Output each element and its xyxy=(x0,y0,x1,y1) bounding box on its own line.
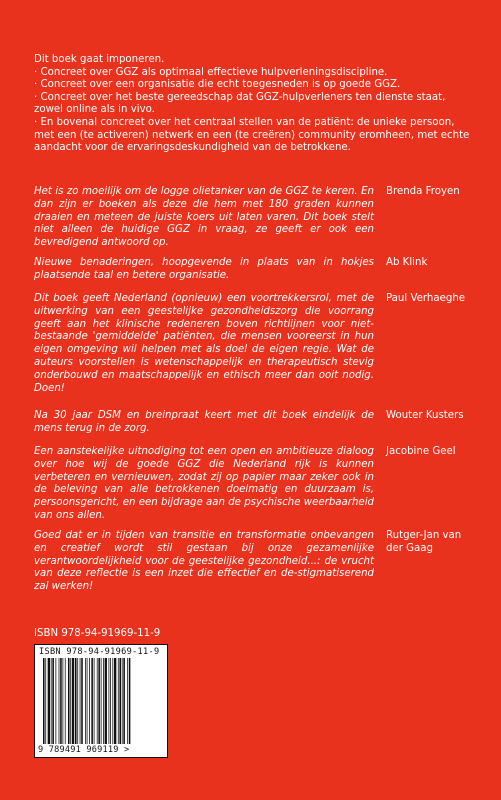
barcode-bar xyxy=(45,658,46,744)
barcode-bar xyxy=(55,658,56,744)
barcode-bar xyxy=(52,658,54,744)
quote-author: Rutger-Jan van der Gaag xyxy=(386,530,462,554)
quote-text: Het is zo moeilijk om de logge olietanker van de GGZ te keren. En dan zijn er boeken als deze die hem met 180 graden kunnen draaien en meteen de juiste koers uit laten varen. Dit boek stelt niet alleen de huidige GGZ in vraag, ze geeft er ook een bevredigend antwoord op. xyxy=(34,186,374,249)
quote-text: Na 30 jaar DSM en breinpraat keert met dit boek eindelijk de mens terug in de zorg. xyxy=(34,410,374,434)
barcode-bar xyxy=(122,658,123,744)
barcode-bars xyxy=(43,658,161,744)
barcode-bar xyxy=(98,658,100,744)
intro-line: · Concreet over een organisatie die echt toegesneden is op goede GGZ. xyxy=(34,79,401,91)
intro-line: · Concreet over GGZ als optimaal effectieve hulpverleningsdiscipline. xyxy=(34,66,388,78)
barcode-bar xyxy=(72,658,74,744)
barcode-bar xyxy=(68,658,70,744)
barcode-bar xyxy=(48,658,50,744)
barcode-bar xyxy=(105,658,107,744)
barcode-digits: 9 789491 969119 > xyxy=(38,745,130,755)
intro-line: Dit boek gaat imponeren. xyxy=(34,54,165,65)
quote-author: Paul Verhaeghe xyxy=(386,293,466,304)
barcode-bar xyxy=(63,658,64,744)
barcode-bar xyxy=(94,658,95,744)
barcode-bar xyxy=(75,658,77,744)
quote-text: Goed dat er in tijden van transitie en transformatie onbevangen en creatief wordt stil gestaan bij onze gezamenlijke verantwoordelijkheid voor de geestelijke gezondheid...: de vrucht van deze reflectie is een inzet die effectief en de-stigmatiserend zal werken! xyxy=(34,530,374,593)
isbn-barcode xyxy=(34,644,168,758)
barcode-bar xyxy=(103,658,104,744)
barcode-bar xyxy=(97,658,98,744)
barcode-bar xyxy=(87,658,88,744)
barcode-bar xyxy=(114,658,116,744)
barcode-bar xyxy=(123,658,125,744)
quote-author: Brenda Froyen xyxy=(386,186,460,197)
barcode-bar xyxy=(119,658,121,744)
barcode-bar xyxy=(65,658,66,744)
barcode-bar xyxy=(59,658,60,744)
barcode-bar xyxy=(101,658,102,744)
barcode-bar xyxy=(43,658,45,744)
isbn-text: ISBN 978-94-91969-11-9 xyxy=(34,628,161,639)
intro-text xyxy=(34,54,474,155)
barcode-bar xyxy=(127,658,128,744)
barcode-bar xyxy=(129,658,131,744)
intro-line: · En bovenal concreet over het centraal stellen van de patiënt: de unieke persoon, met een (te activeren) netwerk en een (te creëren) community eromheen, met echte aandacht voor de ervaringsdeskundigheid van de betrokkene. xyxy=(34,116,470,154)
barcode-isbn-text: ISBN 978-94-91969-11-9 xyxy=(39,647,160,657)
barcode-bar xyxy=(81,658,83,744)
barcode-bar xyxy=(70,658,71,744)
barcode-bar xyxy=(109,658,110,744)
barcode-bar xyxy=(110,658,111,744)
intro-line: · Concreet over het beste gereedschap dat GGZ-hulpverleners ten dienste staat, zowel online als in vivo. xyxy=(34,91,446,116)
barcode-bar xyxy=(89,658,90,744)
barcode-bar xyxy=(112,658,113,744)
barcode-bar xyxy=(80,658,81,744)
quote-author: Ab Klink xyxy=(386,257,428,268)
barcode-bar xyxy=(118,658,119,744)
barcode-bar xyxy=(51,658,52,744)
quote-text: Dit boek geeft Nederland (opnieuw) een voortrekkersrol, met de uitwerking van een geestelijke gezondheidszorg die voorrang geeft aan het klinische redeneren boven richtlijnen voor niet-bestaande 'gemiddelde' patiënten, die mensen vooreerst in hun eigen omgeving wil helpen met als doel de eigen regie. Wat de auteurs voorstellen is wetenschappelijk en therapeutisch stevig onderbouwd en maatschappelijk en ethisch meer dan ooit nodig. Doen! xyxy=(34,293,374,394)
quote-author: Wouter Kusters xyxy=(386,410,464,421)
quote-text: Nieuwe benaderingen, hoopgevende in plaats van in hokjes plaatsende taal en betere organisatie. xyxy=(34,257,374,281)
barcode-bar xyxy=(91,658,93,744)
barcode-bar xyxy=(85,658,86,744)
barcode-bar xyxy=(60,658,62,744)
barcode-bar xyxy=(77,658,78,744)
quote-author: Jacobine Geel xyxy=(386,446,456,457)
quote-text: Een aanstekelijke uitnodiging tot een open en ambitieuze dialoog over hoe wij de goede GGZ die Nederland rijk is kunnen verbeteren en vernieuwen, zodat zij op papier maar zeker ook in de beleving van alle betrokkenen doelmatig en duurzaam is, persoonsgericht, en een bijdrage aan de psychische weerbaarheid van ons allen. xyxy=(34,446,374,521)
